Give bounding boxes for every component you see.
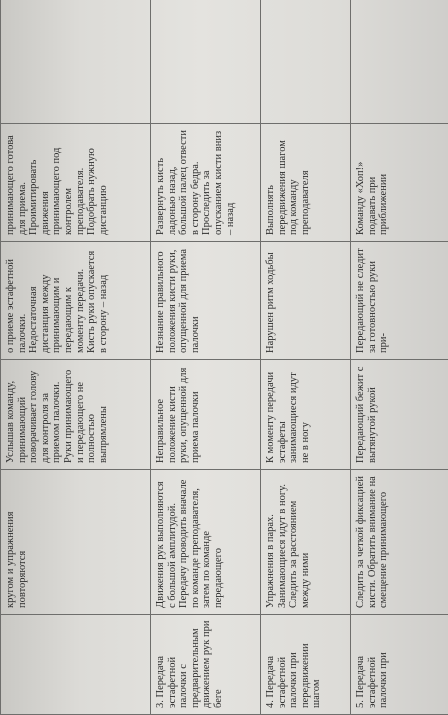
table-cell-extra [261,0,351,124]
table-row [351,0,448,715]
table-cell-extra [1,0,151,124]
cell-text: Развернуть кисть ладонью назад, большой палец отвести в сторону бедра. Проследить за опусканием кисти вниз – назад [155,130,236,235]
table-cell-corrections [261,124,351,242]
cell-text: 5. Передача эстафетной палочки при [355,652,390,708]
table-cell-causes [351,242,448,360]
table-cell-instructions [151,470,261,615]
cell-text: Передающий бежит с вытянутой рукой [355,366,378,463]
cell-text: кругом и упражнения повторяются [5,511,28,608]
table-cell-corrections [351,124,448,242]
cell-text: 4. Передача эстафетной палочки при передвижении шагом [265,643,323,708]
cell-text: о приеме эстафетной палочки. Недостаточная дистанция между принимающим и передающим к моменту передачи. Кисть руки опускается в сторону – назад [5,250,109,353]
table-cell-exercise [1,615,151,715]
table-cell-extra [351,0,448,124]
table-cell-instructions [351,470,448,615]
table-cell-corrections [151,124,261,242]
table-cell-instructions [261,470,351,615]
table-cell-causes [151,242,261,360]
cell-text: Нарушен ритм ходьбы [265,252,276,353]
table-row [261,0,351,715]
cell-text: Передающий не следит за готовностью руки при- [355,248,390,353]
cell-text: Следить за четкой фиксацией кисти. Обратить внимание на смещение принимающего [355,476,390,608]
table-cell-errors [261,360,351,470]
cell-text: 3. Передача эстафетной палочки с предварительным движением рук при беге [155,620,224,708]
table-cell-errors [351,360,448,470]
table-cell-causes [261,242,351,360]
cell-text: Движения рук выполняются с большой амплитудой. Передачу проводить вначале по команде преподавателя, затем по команде передающего [155,479,224,608]
cell-text: Выполнять передвижения шагом под команду преподавателя [265,140,311,235]
table-cell-errors [1,360,151,470]
cell-text: Команду «Хоп!» подавать при приближении [355,161,390,235]
table-cell-exercise [261,615,351,715]
table-cell-corrections [1,124,151,242]
table-cell-exercise [151,615,261,715]
table-cell-instructions [1,470,151,615]
table-cell-causes [1,242,151,360]
cell-text: Неправильное положение кисти руки, опущенной для приема палочки [155,367,201,463]
table-cell-extra [151,0,261,124]
table-cell-exercise [351,615,448,715]
table-cell-errors [151,360,261,470]
cell-text: Незнание правильного положения кисти руки, опущенной для приема палочки [155,248,201,353]
cell-text: Услышав команду, принимающий поворачивает голову для контроля за приемом палочки. Руки принимающего и передающего не полностью выпрямлены [5,369,109,463]
table-row [151,0,261,715]
cell-text: К моменту передачи эстафеты занимающиеся идут не в ногу [265,371,311,463]
cell-text: принимающего готова для приема. Проимитировать движения принимающего под контролем преподавателя. Подобрать нужную дистанцию [5,135,109,235]
table-row [1,0,151,715]
cell-text: Упражнения в парах. Занимающиеся идут в ногу. Следить за расстоянием между ними [265,484,311,608]
